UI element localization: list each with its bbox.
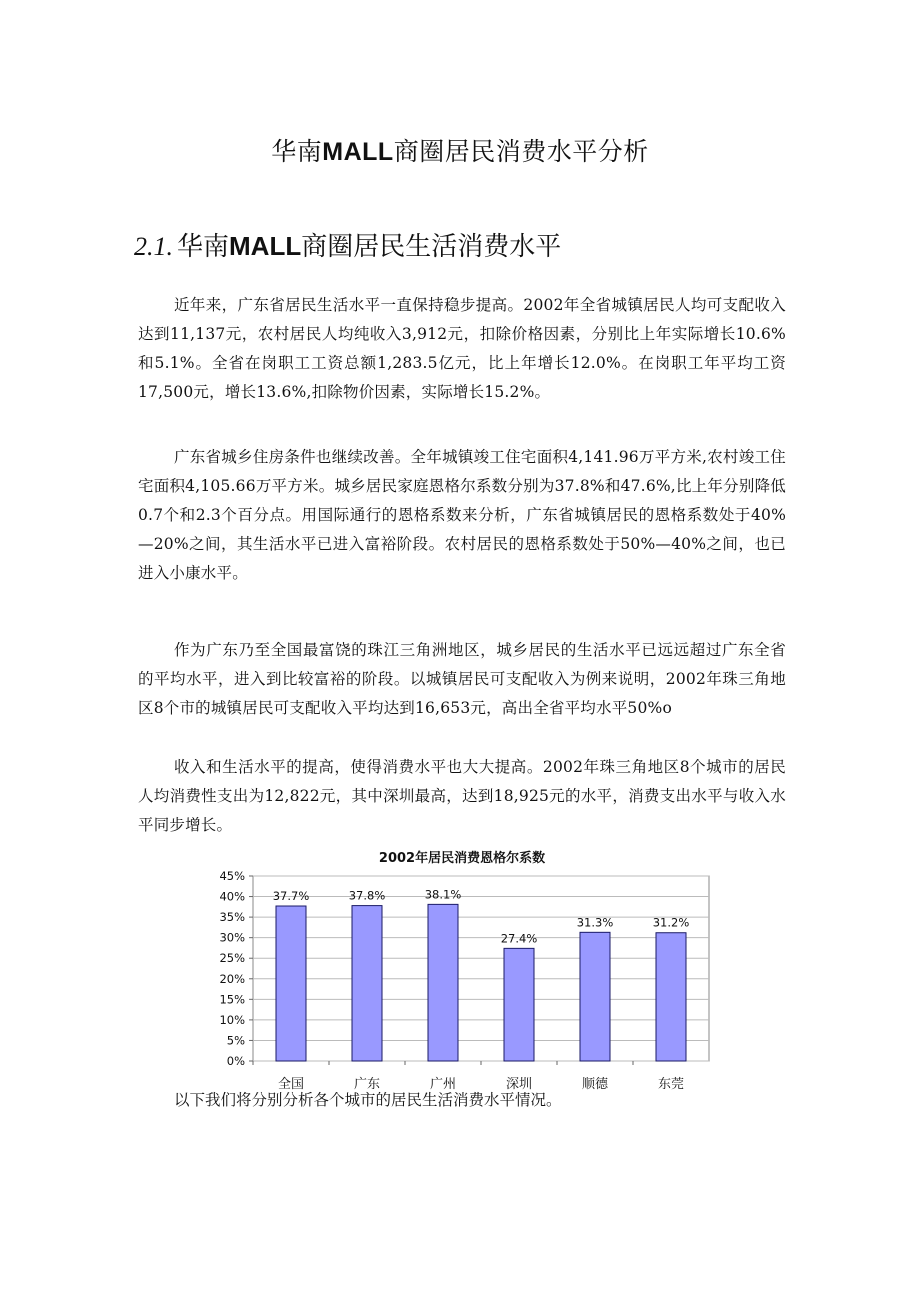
paragraph-delta: 作为广东乃至全国最富饶的珠江三角洲地区，城乡居民的生活水平已远远超过广东全省的平均水平，进入到比较富裕的阶段。以城镇居民可支配收入为例来说明，2002年珠三角地区8个市的城镇居民可支配收入平均达到16,653元，高出全省平均水平50%o <box>138 640 786 717</box>
section-number: 2.1. <box>134 232 173 261</box>
x-category-label: 顺德 <box>581 1077 609 1092</box>
y-tick-label: 10% <box>219 1012 245 1027</box>
data-label: 31.2% <box>652 915 690 930</box>
caption-text: 以下我们将分别分析各个城市的居民生活消费水平情况。 <box>174 1091 562 1109</box>
paragraph-housing: 广东省城乡住房条件也继续改善。全年城镇竣工住宅面积4,141.96万平方米,农村竣工住宅面积4,105.66万平方米。城乡居民家庭恩格尔系数分别为37.8%和47.6%,比上年分别降低0.7个和2.3个百分点。用国际通行的恩格系数来分析，广东省城镇居民的恩格系数处于40%—20%之间，其生活水平已进入富裕阶段。农村居民的恩格系数处于50%—40%之间，也已进入小康水平。 <box>138 447 786 582</box>
chart-title: 2002年居民消费恩格尔系数 <box>378 851 546 866</box>
data-label: 37.8% <box>348 888 386 903</box>
data-label: 37.7% <box>272 889 310 904</box>
y-tick-label: 25% <box>219 951 245 966</box>
bar-东莞 <box>656 933 686 1061</box>
bar-广东 <box>352 906 382 1061</box>
x-category-label: 东莞 <box>657 1077 685 1092</box>
bar-顺德 <box>580 932 610 1061</box>
paragraph-consumption: 收入和生活水平的提高，使得消费水平也大大提高。2002年珠三角地区8个城市的居民人均消费性支出为12,822元，其中深圳最高，达到18,925元的水平，消费支出水平与收入水平同步增长。 <box>138 757 786 834</box>
paragraph-income: 近年来，广东省居民生活水平一直保持稳步提高。2002年全省城镇居民人均可支配收入达到11,137元，农村居民人均纯收入3,912元，扣除价格因素，分别比上年实际增长10.6%和5.1%。全省在岗职工工资总额1,283.5亿元，比上年增长12.0%。在岗职工年平均工资17,500元，增长13.6%,扣除物价因素，实际增长15.2%。 <box>138 295 786 401</box>
engel-coefficient-chart <box>205 842 720 1098</box>
x-category-label: 全国 <box>277 1077 305 1092</box>
bar-全国 <box>276 906 306 1061</box>
x-category-label: 广东 <box>353 1077 381 1092</box>
x-category-label: 深圳 <box>505 1077 533 1092</box>
y-tick-label: 0% <box>226 1054 245 1068</box>
bar-深圳 <box>504 948 534 1061</box>
y-tick-label: 20% <box>219 971 245 986</box>
data-label: 27.4% <box>500 931 538 946</box>
y-tick-label: 40% <box>219 889 245 904</box>
x-category-label: 广州 <box>429 1077 457 1092</box>
chart-canvas <box>205 842 720 1094</box>
y-tick-label: 15% <box>219 992 245 1007</box>
y-tick-label: 35% <box>219 910 245 925</box>
y-tick-label: 30% <box>219 930 245 945</box>
section-heading: 2.1. 华南MALL商圈居民生活消费水平 <box>134 231 562 262</box>
data-label: 38.1% <box>424 887 462 902</box>
page-title: 华南MALL商圈居民消费水平分析 <box>271 137 649 166</box>
bar-广州 <box>428 904 458 1061</box>
y-tick-label: 45% <box>219 869 245 883</box>
plot-frame <box>253 876 709 1061</box>
data-label: 31.3% <box>576 915 614 930</box>
y-tick-label: 5% <box>226 1033 245 1048</box>
